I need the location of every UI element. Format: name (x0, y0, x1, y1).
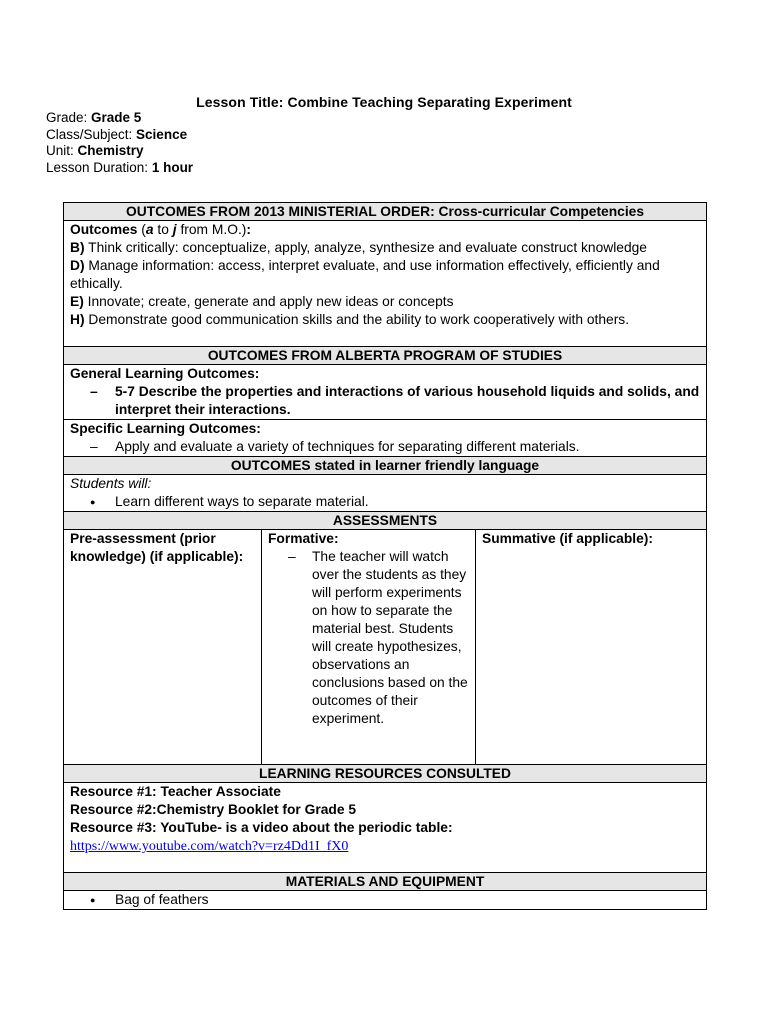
specific-outcomes-label: Specific Learning Outcomes: (70, 421, 261, 436)
ministerial-item-h (70, 311, 700, 329)
friendly-intro: Students will: (70, 476, 152, 491)
materials-body (64, 891, 707, 910)
unit-value: Chemistry (77, 143, 144, 158)
intro-bold: Outcomes (70, 222, 138, 237)
ministerial-body (64, 221, 707, 347)
friendly-body (64, 475, 707, 512)
intro-j: j (172, 222, 177, 237)
friendly-header: OUTCOMES stated in learner friendly language (64, 457, 707, 475)
assessments-header: ASSESSMENTS (64, 512, 707, 530)
resource-item-3: Resource #3: YouTube- is a video about the periodic table: (70, 820, 453, 835)
class-value: Science (136, 126, 188, 142)
formative-cell (262, 530, 476, 765)
formative-item: – The teacher will watch over the students as they will perform experiments on how to separate the material best. Students will create hypothesizes, observations an conclusions based on the outcomes of their experiment. (268, 548, 469, 728)
lesson-plan-table (63, 202, 707, 910)
resources-body (64, 783, 707, 873)
resources-header: LEARNING RESOURCES CONSULTED (64, 765, 707, 783)
materials-item: ● Bag of feathers (70, 891, 700, 909)
specific-outcomes-list (70, 438, 700, 456)
materials-header: MATERIALS AND EQUIPMENT (64, 873, 707, 891)
ministerial-item-d (70, 257, 700, 293)
summative-cell: Summative (if applicable): (476, 530, 707, 765)
lesson-meta (46, 110, 193, 176)
duration-label: Lesson Duration: (46, 159, 152, 175)
item-text: Manage information: access, interpret evaluate, and use information effectively, efficiently and ethically. (70, 258, 660, 291)
item-key: B) (70, 240, 85, 255)
item-text: Think critically: conceptualize, apply, analyze, synthesize and evaluate construct knowledge (84, 240, 647, 255)
intro-to: to (153, 222, 173, 237)
resource-item-1: Resource #1: Teacher Associate (70, 784, 281, 799)
intro-from: from M.O.) (176, 222, 247, 237)
materials-list (70, 891, 700, 909)
duration-value: 1 hour (151, 159, 194, 175)
item-text: Innovate; create, generate and apply new ideas or concepts (83, 294, 454, 309)
ministerial-item-b (70, 239, 700, 257)
pre-assessment-cell: Pre-assessment (prior knowledge) (if applicable): (64, 530, 262, 765)
grade-line (46, 110, 193, 127)
unit-line (46, 143, 193, 160)
ministerial-intro (70, 221, 700, 239)
formative-list (268, 548, 469, 728)
general-outcomes-list (70, 383, 700, 419)
formative-label: Formative: (268, 531, 339, 546)
duration-line (46, 160, 193, 177)
item-key: H) (70, 312, 85, 327)
specific-outcome-item: – Apply and evaluate a variety of techniques for separating different materials. (70, 438, 700, 456)
intro-open: ( (137, 222, 146, 237)
ministerial-header: OUTCOMES FROM 2013 MINISTERIAL ORDER: Cross-curricular Competencies (64, 203, 707, 221)
grade-label: Grade: (46, 110, 92, 125)
intro-a: a (145, 222, 154, 237)
lesson-title: Lesson Title: Combine Teaching Separating Experiment (196, 94, 572, 110)
item-text: Demonstrate good communication skills and the ability to work cooperatively with others. (84, 312, 630, 327)
friendly-list (70, 493, 700, 511)
class-label: Class/Subject: (46, 126, 137, 142)
resource-item-2: Resource #2:Chemistry Booklet for Grade 5 (70, 802, 356, 817)
program-header: OUTCOMES FROM ALBERTA PROGRAM OF STUDIES (64, 347, 707, 365)
ministerial-item-e (70, 293, 700, 311)
general-outcomes-label: General Learning Outcomes: (70, 366, 260, 381)
unit-label: Unit: (46, 143, 78, 158)
specific-outcomes-cell (64, 420, 707, 457)
item-key: D) (70, 258, 85, 273)
general-outcome-item: – 5-7 Describe the properties and interactions of various household liquids and solids, and interpret their interactions. (70, 383, 700, 419)
item-key: E) (70, 294, 84, 309)
general-outcomes-cell (64, 365, 707, 420)
friendly-item: ● Learn different ways to separate material. (70, 493, 700, 511)
youtube-link[interactable]: https://www.youtube.com/watch?v=rz4Dd1I_fX0 (70, 839, 349, 854)
class-line (46, 127, 193, 144)
intro-colon: : (246, 222, 251, 237)
grade-value: Grade 5 (91, 110, 142, 125)
